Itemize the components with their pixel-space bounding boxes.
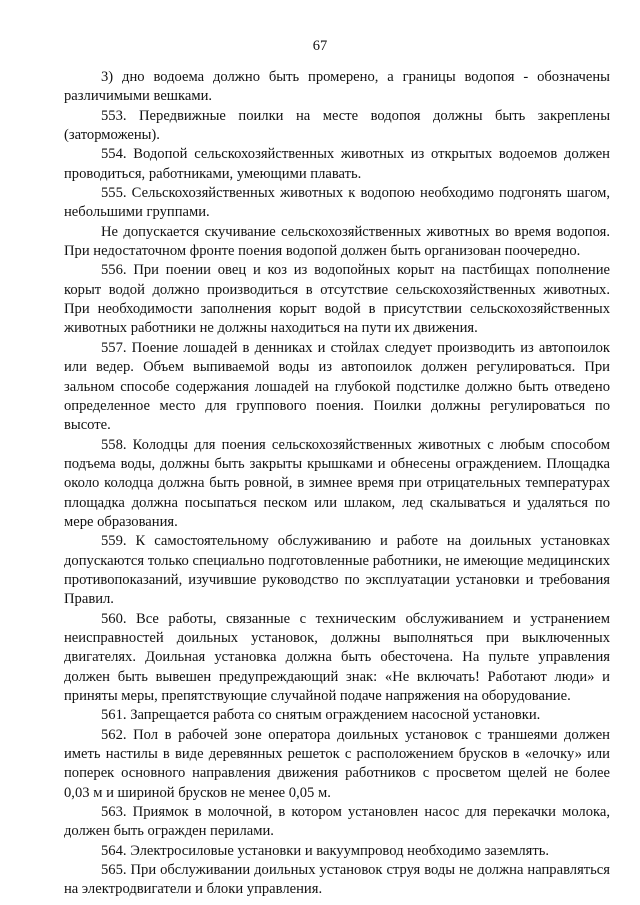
paragraph-556: 556. При поении овец и коз из водопойных корыт на пастбищах пополнение корыт водой должно производиться в отсутствие сельскохозяйственных животных. При необходимости заполнения корыт водой в присутствии сельскохозяйственных животных работники не должны находиться на пути их движения. [64,262,610,337]
paragraph-562: 562. Пол в рабочей зоне оператора доильных установок с траншеями должен иметь настилы в виде деревянных решеток с расположением брусков в «елочку» или поперек основного направления движения работников с просветом щелей не более 0,03 м и шириной брусков не менее 0,05 м. [64,726,610,801]
paragraph-item-3: 3) дно водоема должно быть промерено, а границы водопоя - обозначены различимыми вешками. [64,69,610,105]
paragraph-557: 557. Поение лошадей в денниках и стойлах следует производить из автопоилок или ведер. Объем выпиваемой воды из автопоилок должен регулироваться. При зальном способе содержания лошадей на глубокой подстилке должно быть отведено определенное место для группового поения. Поилки должны регулироваться по высоте. [64,339,610,434]
document-body [64,68,610,900]
paragraph-560: 560. Все работы, связанные с техническим обслуживанием и устранением неисправностей доильных установок, должны выполняться при выключенных двигателях. Доильная установка должна быть обесточена. На пульте управления должен быть вывешен предупреждающий знак: «Не включать! Работают люди» и приняты меры, препятствующие случайной подаче напряжения на оборудование. [64,610,610,704]
paragraph-564: 564. Электросиловые установки и вакуумпровод необходимо заземлять. [101,842,550,859]
paragraph-554: 554. Водопой сельскохозяйственных животных из открытых водоемов должен проводиться, работниками, умеющими плавать. [64,146,610,182]
paragraph-555-continued: Не допускается скучивание сельскохозяйственных животных во время водопоя. При недостаточном фронте поения водопой должен быть организован поочередно. [64,223,610,260]
paragraph-553: 553. Передвижные поилки на месте водопоя должны быть закреплены (заторможены). [64,107,610,144]
paragraph-563: 563. Приямок в молочной, в котором установлен насос для перекачки молока, должен быть огражден перилами. [64,804,610,840]
paragraph-555: 555. Сельскохозяйственных животных к водопою необходимо подгонять шагом, небольшими группами. [64,185,610,221]
page-number: 67 [312,38,328,54]
paragraph-558: 558. Колодцы для поения сельскохозяйственных животных с любым способом подъема воды, должны быть закрыты крышками и обнесены ограждением. Площадка около колодца должна быть ровной, в зимнее время при отрицательных температурах площадка должна посыпаться песком или шлаком, лед скалываться и удаляться по мере образования. [64,436,610,530]
paragraph-561: 561. Запрещается работа со снятым ограждением насосной установки. [101,707,541,724]
paragraph-565: 565. При обслуживании доильных установок струя воды не должна направляться на электродвигатели и блоки управления. [64,862,610,898]
paragraph-559: 559. К самостоятельному обслуживанию и работе на доильных установках допускаются только специально подготовленные работники, не имеющие медицинских противопоказаний, изучившие руководство по эксплуатации установки и требования Правил. [64,533,610,608]
